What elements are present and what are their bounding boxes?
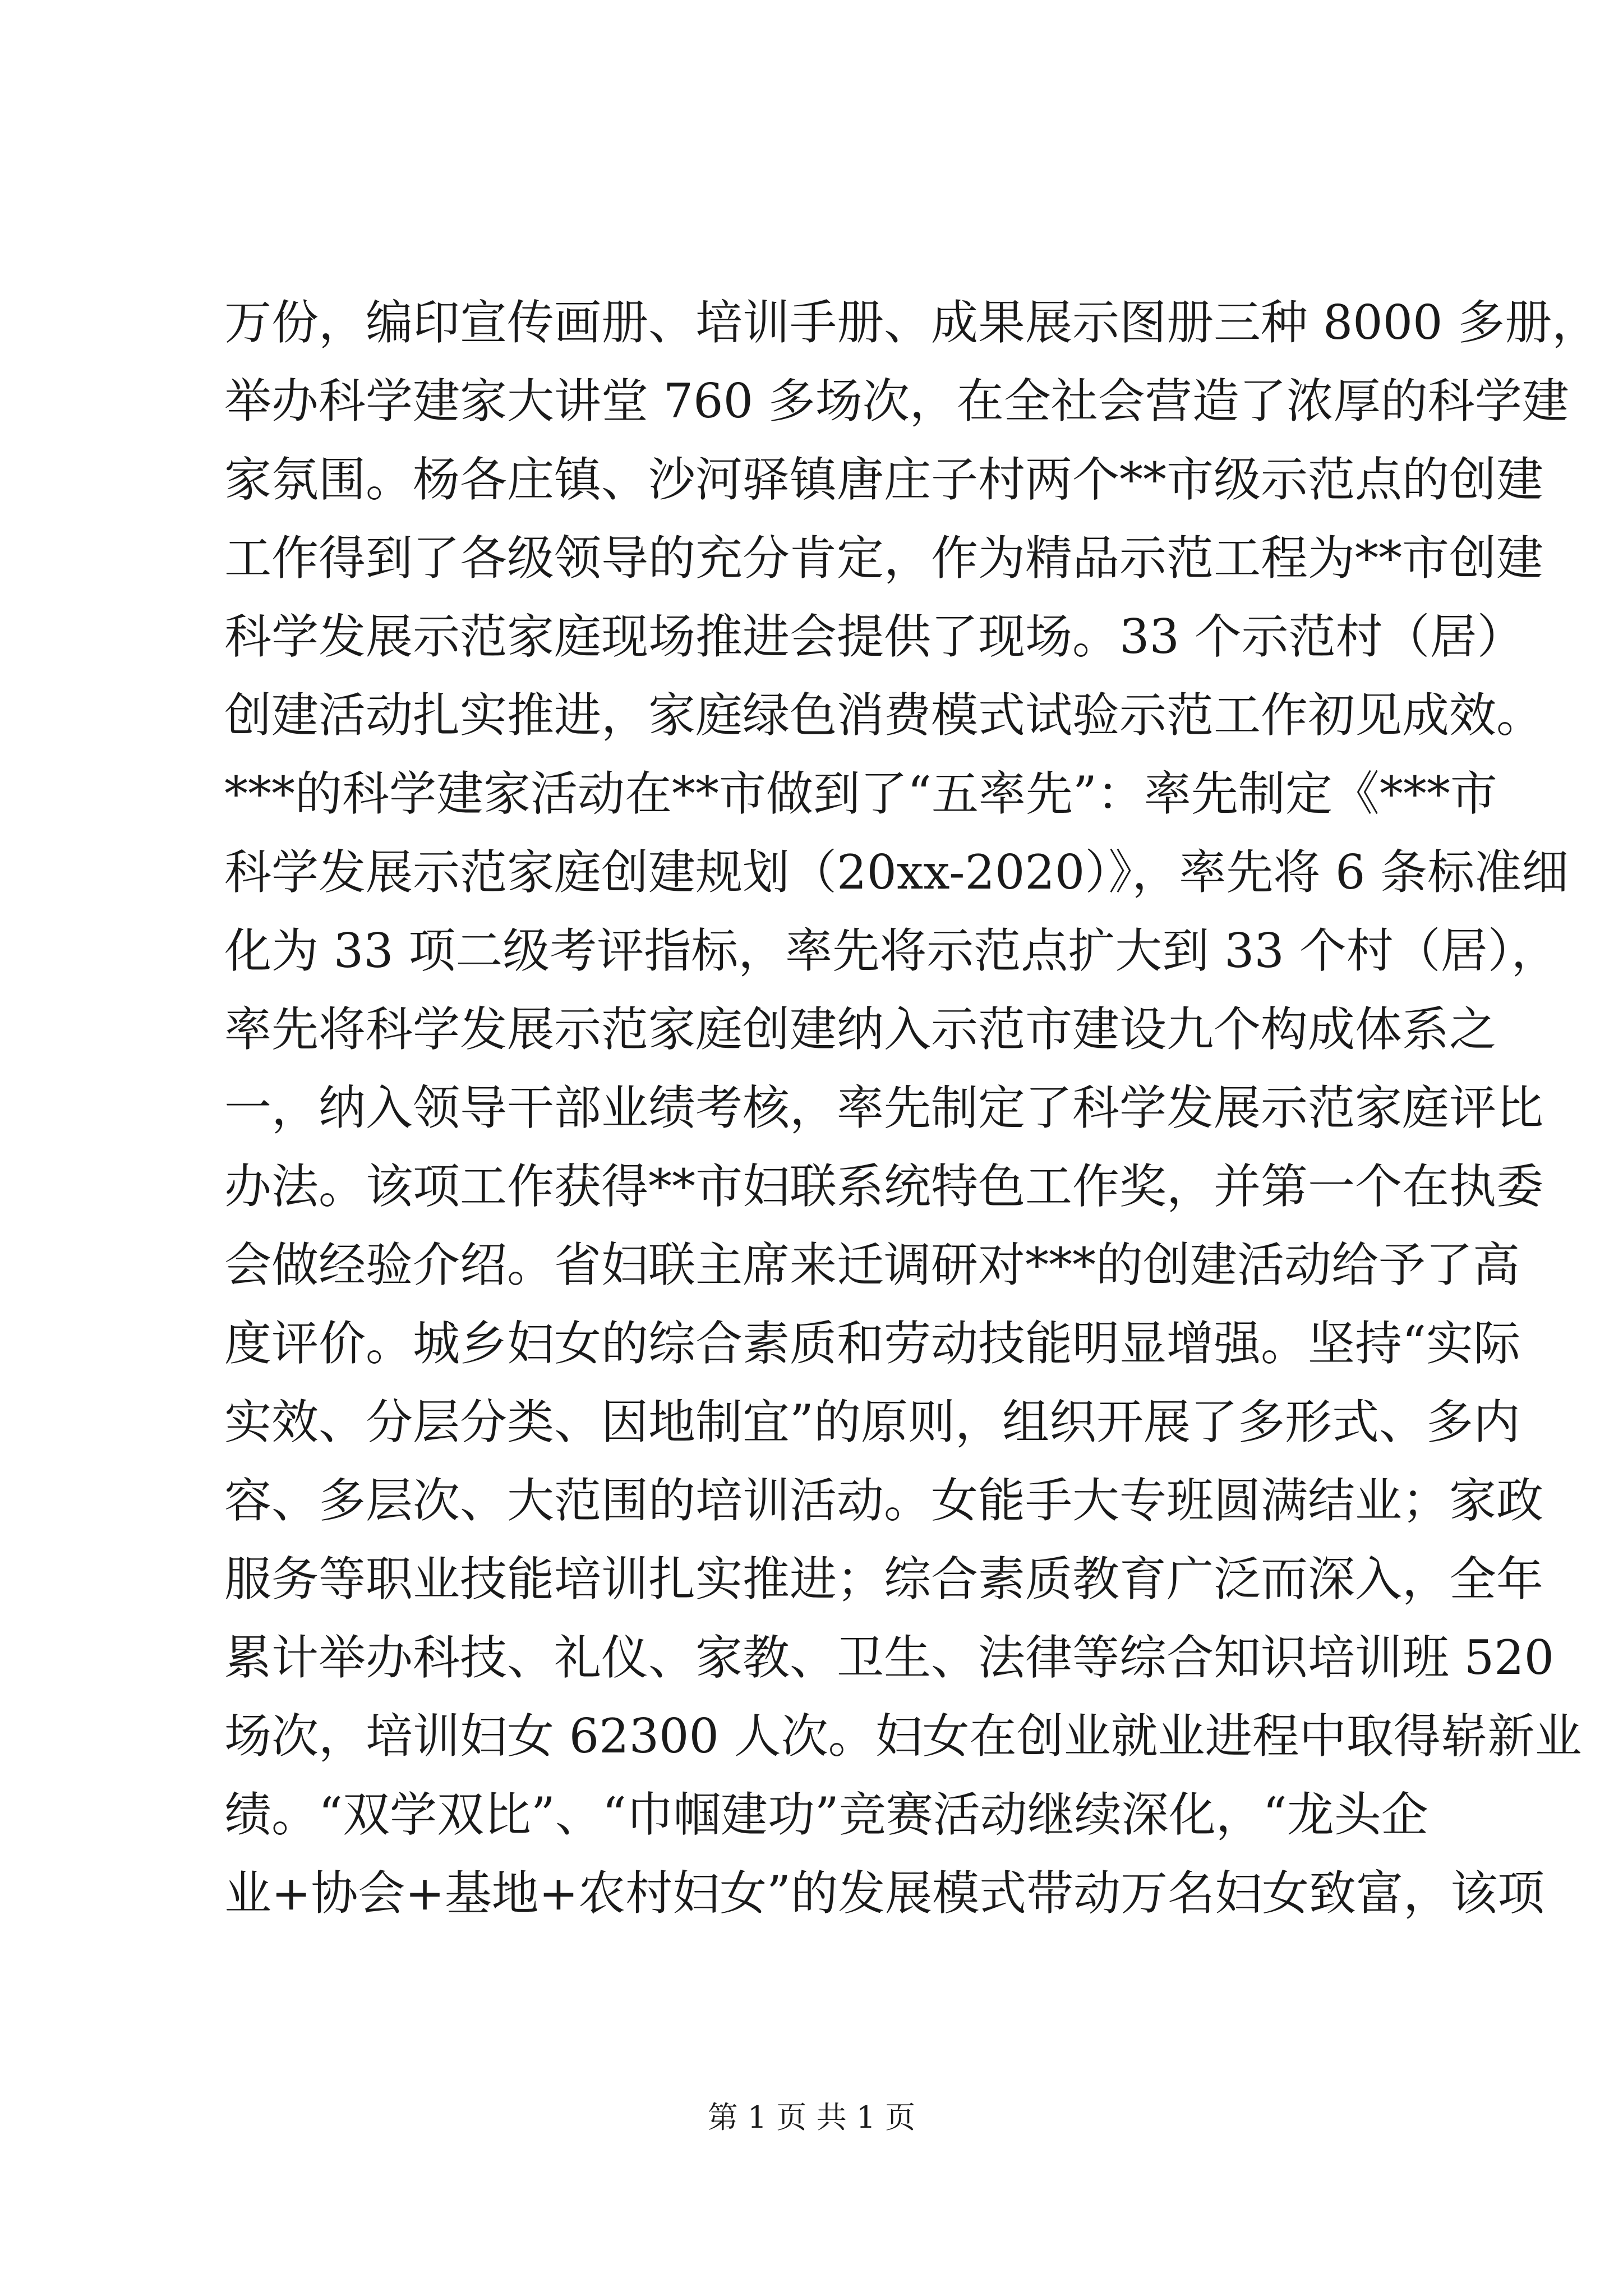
text-line: 绩。“双学双比”、“巾帼建功”竞赛活动继续深化，“龙头企: [224, 1787, 1428, 1842]
text-line: 场次，培训妇女 62300 人次。妇女在创业就业进程中取得崭新业: [224, 1709, 1582, 1764]
text-line: 度评价。城乡妇女的综合素质和劳动技能明显增强。坚持“实际: [224, 1316, 1520, 1371]
text-line: 家氛围。杨各庄镇、沙河驿镇唐庄子村两个**市级示范点的创建: [224, 452, 1544, 507]
text-line: 率先将科学发展示范家庭创建纳入示范市建设九个构成体系之: [224, 1002, 1497, 1057]
text-line: 业+协会+基地+农村妇女”的发展模式带动万名妇女致富，该项: [224, 1866, 1545, 1921]
text-line: 累计举办科技、礼仪、家教、卫生、法律等综合知识培训班 520: [224, 1630, 1555, 1685]
text-line: 办法。该项工作获得**市妇联系统特色工作奖，并第一个在执委: [224, 1159, 1544, 1214]
text-line: 工作得到了各级领导的充分肯定，作为精品示范工程为**市创建: [224, 531, 1544, 586]
text-line: 会做经验介绍。省妇联主席来迁调研对***的创建活动给予了高: [224, 1237, 1520, 1292]
text-line: 万份，编印宣传画册、培训手册、成果展示图册三种 8000 多册，: [224, 295, 1599, 350]
text-line: 一，纳入领导干部业绩考核，率先制定了科学发展示范家庭评比: [224, 1080, 1544, 1135]
text-line: 实效、分层分类、因地制宜”的原则，组织开展了多形式、多内: [224, 1395, 1520, 1450]
text-line: 创建活动扎实推进，家庭绿色消费模式试验示范工作初见成效。: [224, 688, 1544, 743]
text-line: 服务等职业技能培训扎实推进；综合素质教育广泛而深入，全年: [224, 1552, 1544, 1607]
text-line: 科学发展示范家庭现场推进会提供了现场。33 个示范村（居）: [224, 609, 1524, 664]
text-line: 容、多层次、大范围的培训活动。女能手大专班圆满结业；家政: [224, 1473, 1544, 1528]
text-line: 科学发展示范家庭创建规划（20xx-2020）》，率先将 6 条标准细: [224, 845, 1569, 900]
text-line: 化为 33 项二级考评指标，率先将示范点扩大到 33 个村（居），: [224, 923, 1559, 978]
page-number-footer: 第 1 页 共 1 页: [707, 2100, 916, 2135]
text-line: 举办科学建家大讲堂 760 多场次，在全社会营造了浓厚的科学建: [224, 374, 1569, 429]
text-line: ***的科学建家活动在**市做到了“五率先”：率先制定《***市: [224, 766, 1497, 821]
